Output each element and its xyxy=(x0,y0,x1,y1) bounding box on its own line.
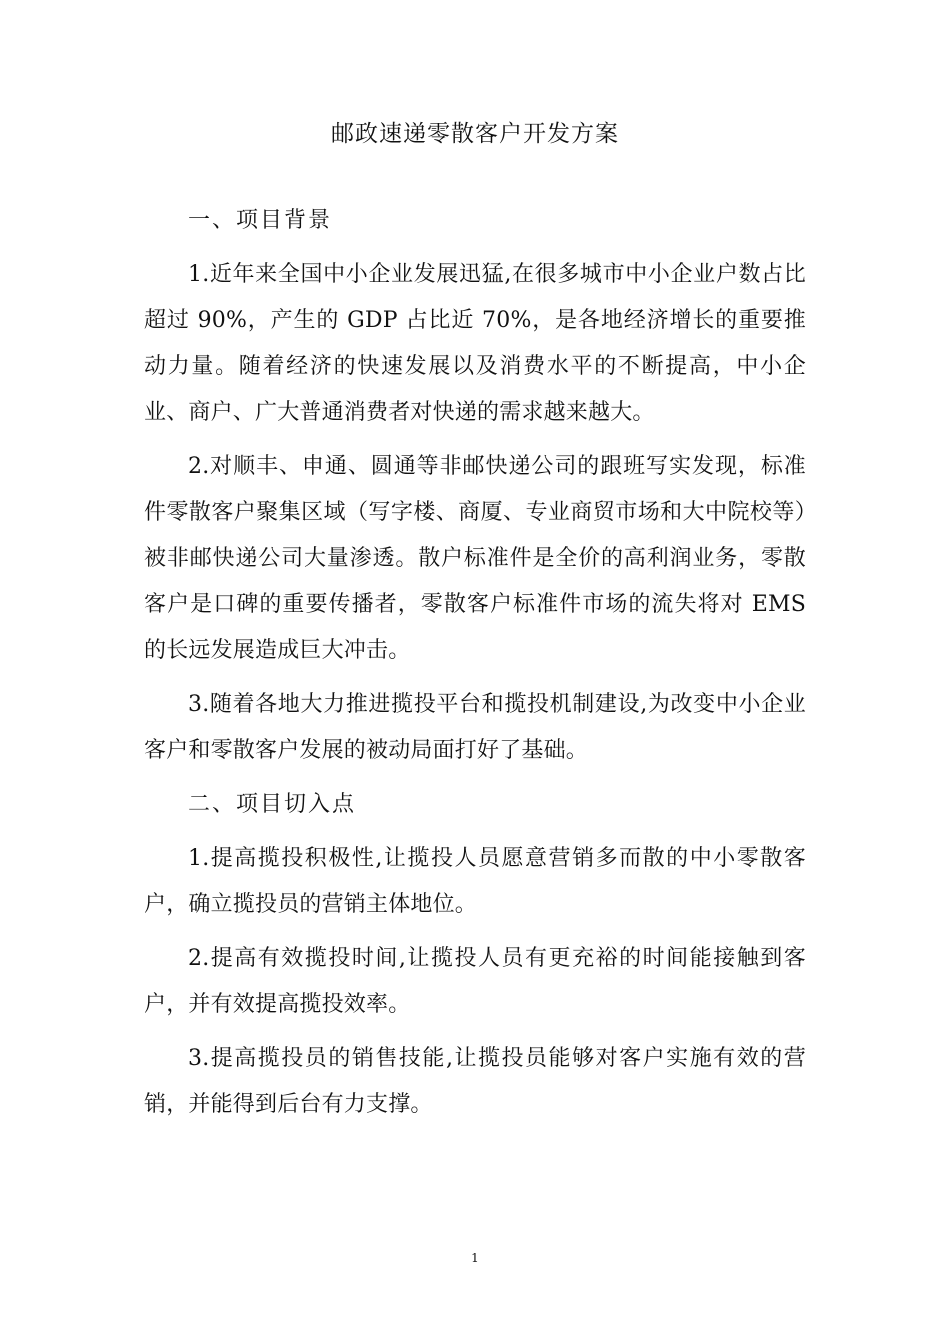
page-number: 1 xyxy=(471,1251,479,1265)
paragraph-background-3: 3.随着各地大力推进揽投平台和揽投机制建设,为改变中小企业客户和零散客户发展的被动局面打好了基础。 xyxy=(144,692,806,763)
section-heading-background: 一、项目背景 xyxy=(188,208,333,233)
section-heading-entry-point: 二、项目切入点 xyxy=(188,792,357,817)
paragraph-entry-point-1: 1.提高揽投积极性,让揽投人员愿意营销多而散的中小零散客户，确立揽投员的营销主体地位。 xyxy=(144,846,806,917)
paragraph-background-2: 2.对顺丰、申通、圆通等非邮快递公司的跟班写实发现，标准件零散客户聚集区域（写字楼、商厦、专业商贸市场和大中院校等）被非邮快递公司大量渗透。散户标准件是全价的高利润业务，零散客户是口碑的重要传播者，零散客户标准件市场的流失将对 EMS 的长远发展造成巨大冲击。 xyxy=(144,454,806,663)
paragraph-entry-point-2: 2.提高有效揽投时间,让揽投人员有更充裕的时间能接触到客户，并有效提高揽投效率。 xyxy=(144,946,806,1017)
document-body xyxy=(144,198,806,1136)
document-title: 邮政速递零散客户开发方案 xyxy=(331,121,619,147)
paragraph-entry-point-3: 3.提高揽投员的销售技能,让揽投员能够对客户实施有效的营销，并能得到后台有力支撑。 xyxy=(144,1046,806,1117)
paragraph-background-1: 1.近年来全国中小企业发展迅猛,在很多城市中小企业户数占比超过 90%，产生的 GDP 占比近 70%，是各地经济增长的重要推动力量。随着经济的快速发展以及消费水平的不断提高，中小企业、商户、广大普通消费者对快递的需求越来越大。 xyxy=(144,262,806,425)
